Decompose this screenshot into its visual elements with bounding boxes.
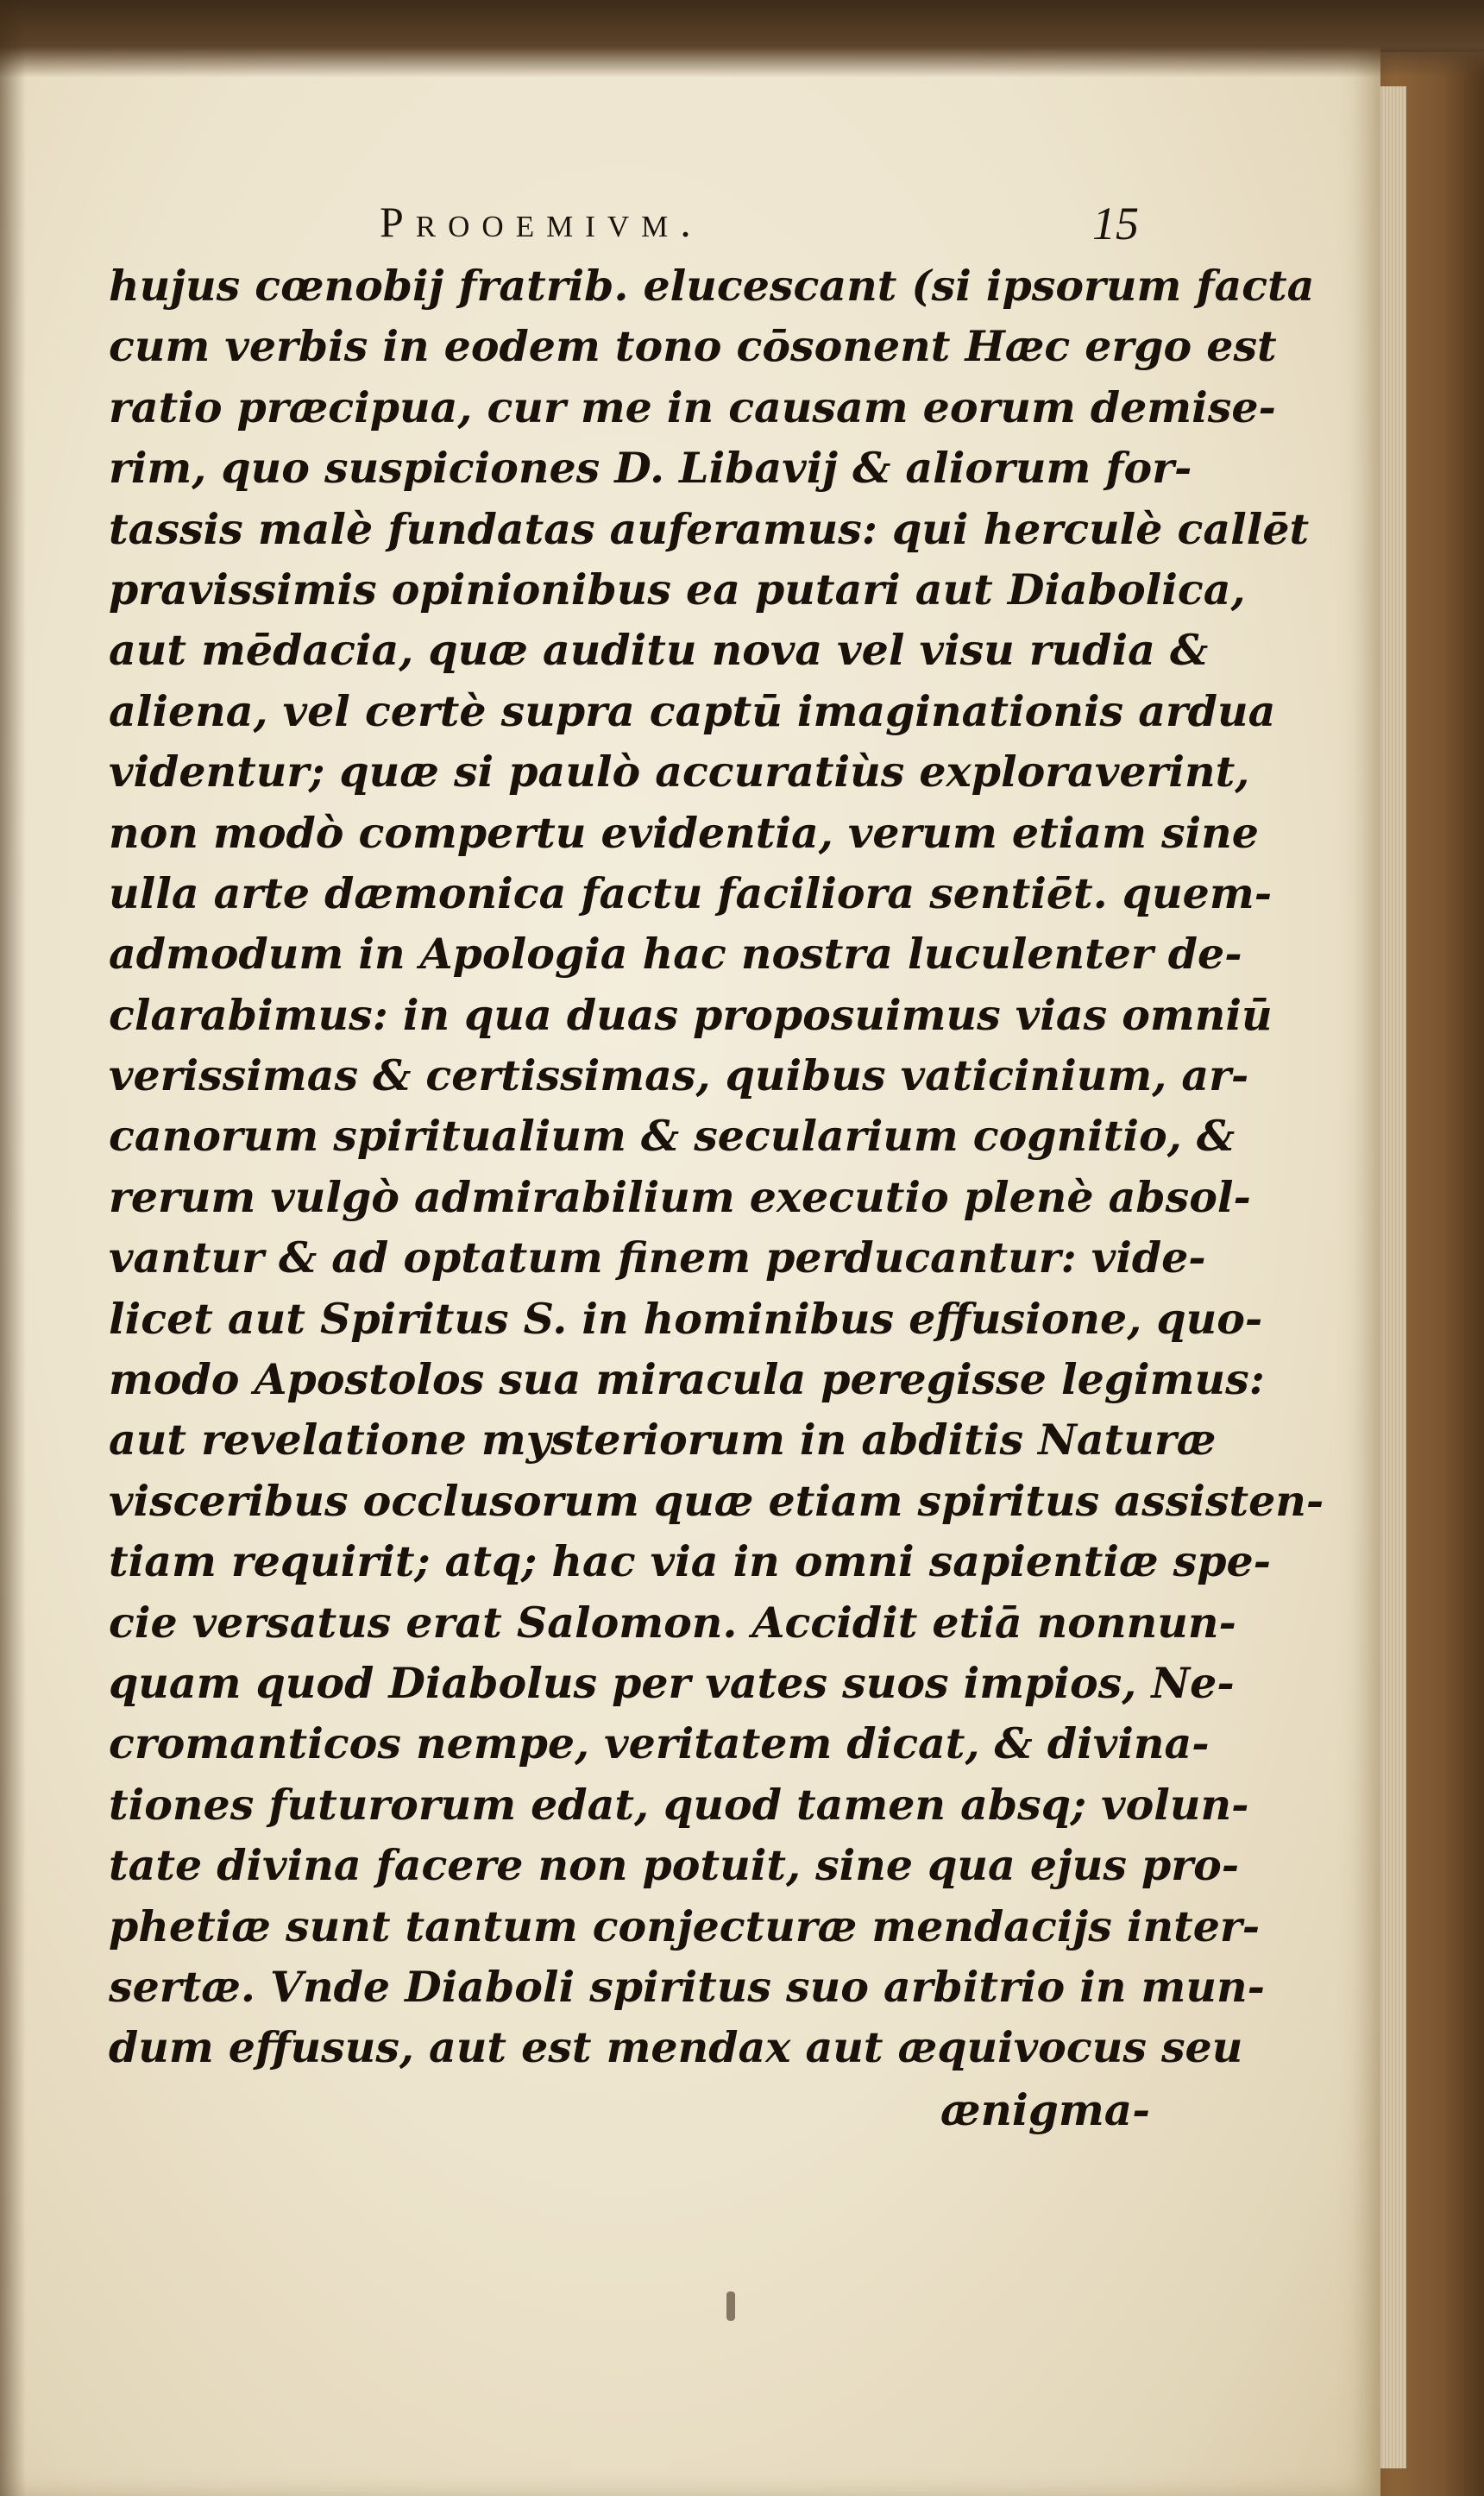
text-line: sertæ. Vnde Diaboli spiritus suo arbitrio in mun- [109, 1961, 1265, 2012]
text-line: hujus cœnobij fratrib. elucescant (si ipsorum facta [109, 261, 1315, 311]
text-line: cum verbis in eodem tono cōsonent Hæc ergo est [109, 321, 1277, 372]
text-line: tiones futurorum edat, quod tamen absq; volun- [109, 1779, 1249, 1830]
text-line: vantur & ad optatum finem perducantur: vide- [109, 1232, 1206, 1283]
running-head: Prooemivm. [380, 198, 703, 246]
text-line: modo Apostolos sua miracula peregisse legimus: [109, 1354, 1265, 1405]
text-line: verissimas & certissimas, quibus vaticinium, ar- [109, 1050, 1249, 1101]
text-line: rerum vulgò admirabilium executio plenè absol- [109, 1171, 1251, 1222]
text-line: aliena, vel certè supra captū imaginationis ardua [109, 685, 1276, 736]
text-line: dum effusus, aut est mendax aut æquivocus seu [109, 2022, 1243, 2073]
text-line: visceribus occlusorum quæ etiam spiritus assisten- [109, 1475, 1324, 1526]
gutter-shadow [0, 0, 26, 2496]
text-line: tiam requirit; atq; hac via in omni sapientiæ spe- [109, 1536, 1272, 1587]
text-line: tate divina facere non potuit, sine qua ejus pro- [109, 1840, 1240, 1891]
text-line: quam quod Diabolus per vates suos impios, Ne- [109, 1657, 1235, 1708]
catchword: ænigma- [940, 2084, 1150, 2135]
body-text [109, 255, 1324, 2078]
text-line: admodum in Apologia hac nostra luculenter de- [109, 929, 1242, 980]
text-line: tassis malè fundatas auferamus: qui herculè callēt [109, 503, 1310, 554]
top-shadow [0, 0, 1484, 78]
text-line: ulla arte dæmonica factu faciliora sentiēt. quem- [109, 867, 1273, 918]
paper-speck [726, 2291, 735, 2321]
text-line: non modò compertu evidentia, verum etiam sine [109, 807, 1259, 858]
text-line: rim, quo suspiciones D. Libavij & aliorum for- [109, 443, 1192, 494]
text-line: pravissimis opinionibus ea putari aut Diabolica, [109, 564, 1246, 615]
text-line: aut mēdacia, quæ auditu nova vel visu rudia & [109, 625, 1209, 676]
page-number: 15 [1092, 198, 1139, 249]
text-line: clarabimus: in qua duas proposuimus vias omniū [109, 989, 1273, 1040]
text-line: licet aut Spiritus S. in hominibus effusione, quo- [109, 1293, 1263, 1344]
text-line: canorum spiritualium & secularium cognitio, & [109, 1111, 1236, 1162]
text-line: videntur; quæ si paulò accuratiùs exploraverint, [109, 747, 1250, 797]
text-line: cie versatus erat Salomon. Accidit etiā nonnun- [109, 1597, 1236, 1648]
page-header [380, 197, 1139, 257]
text-line: phetiæ sunt tantum conjecturæ mendacijs inter- [109, 1900, 1261, 1951]
text-line: aut revelatione mysteriorum in abditis Naturæ [109, 1415, 1217, 1465]
text-line: cromanticos nempe, veritatem dicat, & divina- [109, 1718, 1210, 1769]
text-line: ratio præcipua, cur me in causam eorum demise- [109, 381, 1276, 432]
